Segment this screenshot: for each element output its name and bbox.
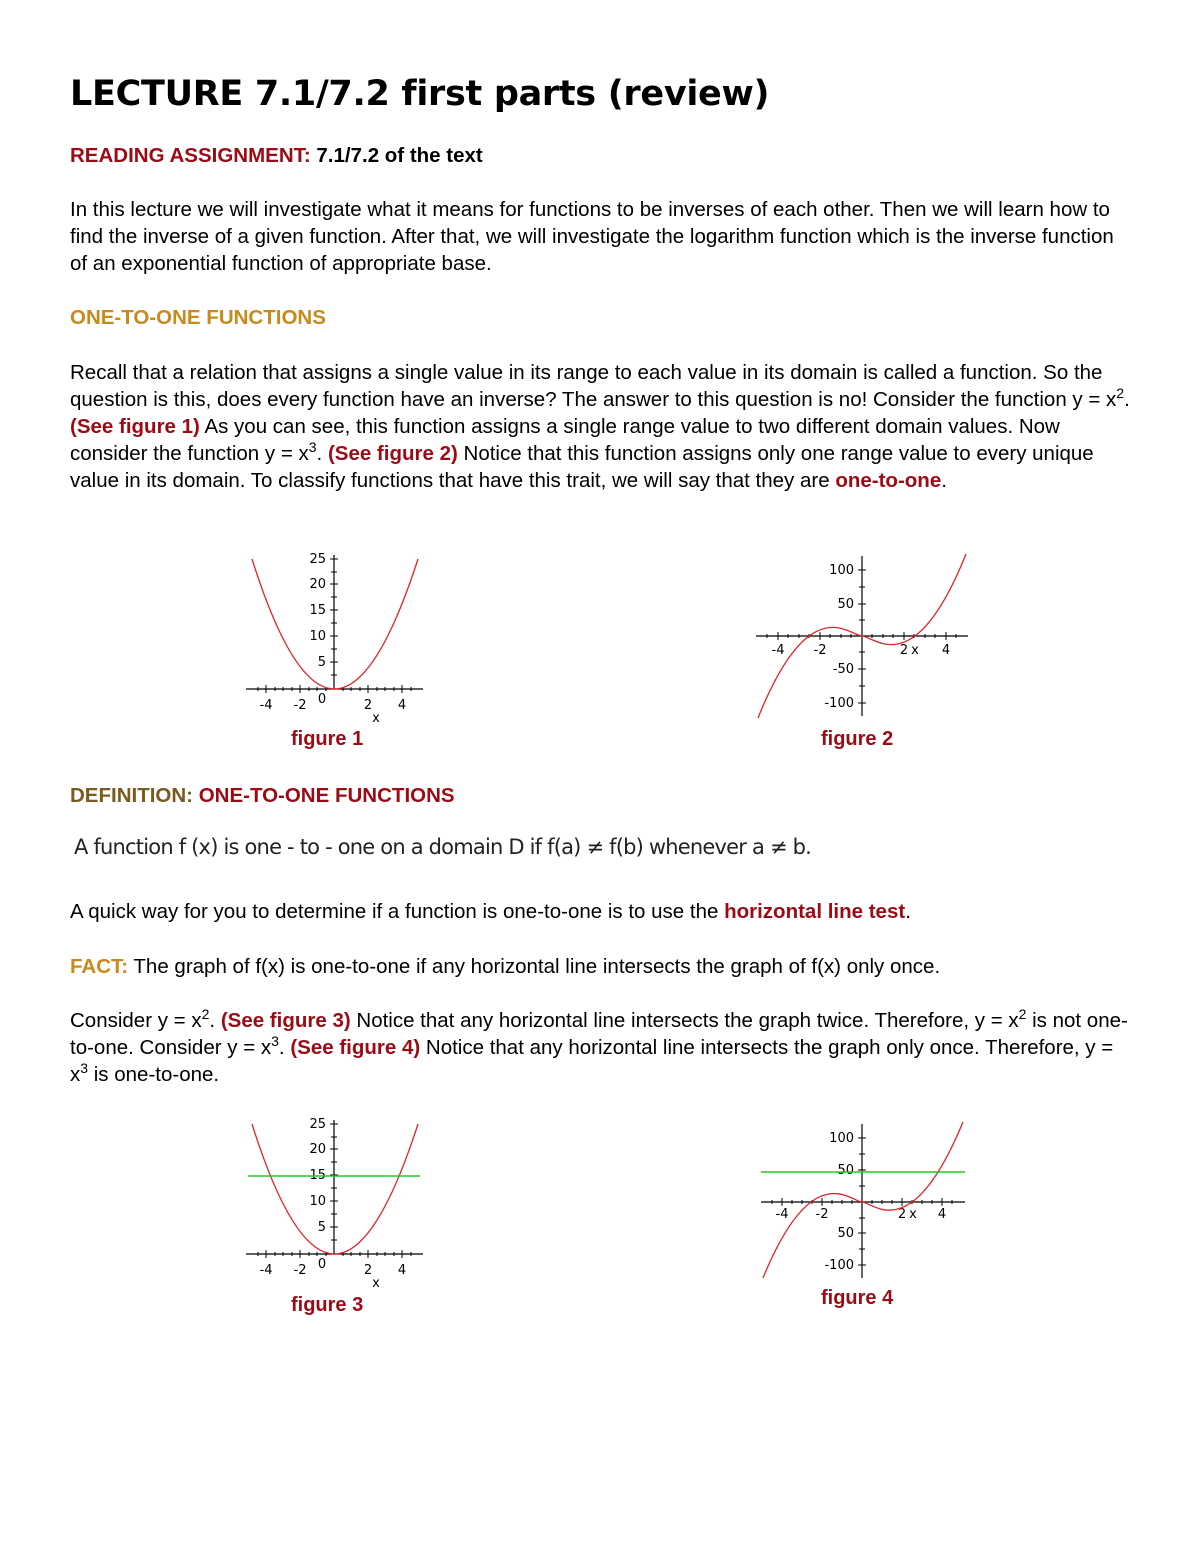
figure-4-caption: figure 4 bbox=[821, 1287, 894, 1309]
xtick-neg2: -2 bbox=[813, 643, 827, 658]
xtick-neg4: -4 bbox=[775, 1207, 789, 1222]
para3-text-d: is not one-to-one. Consider y = x bbox=[70, 1009, 1128, 1059]
reading-label: READING ASSIGNMENT: bbox=[70, 144, 311, 167]
ytick-20: 20 bbox=[309, 577, 326, 592]
ytick-20: 20 bbox=[309, 1142, 326, 1157]
x-axis-label: x bbox=[372, 711, 380, 726]
ytick-neg100: -100 bbox=[824, 1258, 854, 1273]
definition-label: DEFINITION: bbox=[70, 784, 199, 807]
cubic-curve bbox=[763, 1122, 963, 1278]
paragraph-one-to-one bbox=[70, 359, 1135, 494]
para1-text-b: . bbox=[1124, 388, 1130, 411]
xtick-4: 4 bbox=[937, 1207, 947, 1222]
xtick-2: 2 bbox=[897, 1207, 907, 1222]
xtick-neg2: -2 bbox=[293, 1263, 307, 1278]
para3-sup-1: 2 bbox=[201, 1006, 210, 1023]
para1-text-a: Recall that a relation that assigns a single value in its range to each value in its domain is called a function. So the question is this, does every function have an inverse? The answer to this question is no! Consider the function y = x bbox=[70, 361, 1117, 411]
figure-1-graph bbox=[238, 545, 438, 735]
xtick-2: 2 bbox=[363, 1263, 373, 1278]
fact-text: The graph of f(x) is one-to-one if any horizontal line intersects the graph of f(x) only once. bbox=[128, 955, 941, 978]
xtick-neg4: -4 bbox=[259, 1263, 273, 1278]
ytick-neg100: -100 bbox=[824, 696, 854, 711]
ytick-50: 50 bbox=[837, 1163, 854, 1178]
fact-paragraph bbox=[70, 953, 1135, 980]
xtick-4: 4 bbox=[397, 1263, 407, 1278]
xtick-2: 2 bbox=[899, 643, 909, 658]
xtick-4: 4 bbox=[941, 643, 951, 658]
para1-text-c: As you can see, this function assigns a single range value to two different domain values. Now consider the function y = x bbox=[70, 415, 1060, 465]
reading-text: 7.1/7.2 of the text bbox=[310, 144, 483, 167]
figure-2-caption: figure 2 bbox=[821, 728, 894, 750]
para3-sup-2: 2 bbox=[1018, 1006, 1027, 1023]
reading-assignment bbox=[70, 142, 1135, 169]
para3-text-g: is one-to-one. bbox=[88, 1063, 220, 1086]
para1-text-e: Notice that this function assigns only one range value to every unique value in its domain. To classify functions that have this trait, we will say that they are bbox=[70, 442, 1094, 492]
x-axis-label: x bbox=[911, 643, 919, 658]
xtick-0: 0 bbox=[317, 692, 327, 707]
ytick-neg50: 50 bbox=[837, 1226, 854, 1241]
x-axis-label: x bbox=[372, 1276, 380, 1291]
ytick-25: 25 bbox=[309, 1117, 326, 1132]
ytick-5: 5 bbox=[317, 1220, 326, 1235]
para2-text-a: A quick way for you to determine if a function is one-to-one is to use the bbox=[70, 900, 725, 923]
para3-sup-4: 3 bbox=[80, 1060, 89, 1077]
ytick-25: 25 bbox=[309, 552, 326, 567]
parabola-curve bbox=[252, 1124, 418, 1254]
ytick-100: 100 bbox=[829, 563, 854, 578]
para1-sup-1: 2 bbox=[1116, 385, 1125, 402]
figure-4-graph bbox=[755, 1118, 970, 1286]
para3-text-c: Notice that any horizontal line intersects the graph twice. Therefore, y = x bbox=[350, 1009, 1019, 1032]
fact-label: FACT: bbox=[70, 955, 129, 978]
intro-paragraph: In this lecture we will investigate what it means for functions to be inverses of each other. Then we will learn how to find the inverse of a given function. After that, we will investigate the logarithm function which is the inverse function of an exponential function of appropriate base. bbox=[70, 198, 1114, 275]
ytick-100: 100 bbox=[829, 1131, 854, 1146]
see-figure-2-link[interactable]: (See figure 2) bbox=[327, 442, 458, 465]
xtick-neg4: -4 bbox=[259, 698, 273, 713]
ytick-15: 15 bbox=[309, 603, 326, 618]
see-figure-3-link[interactable]: (See figure 3) bbox=[220, 1009, 351, 1032]
definition-term: ONE-TO-ONE FUNCTIONS bbox=[198, 784, 455, 807]
horizontal-line-test-paragraph bbox=[70, 898, 1135, 925]
xtick-2: 2 bbox=[363, 698, 373, 713]
para1-text-f: . bbox=[941, 469, 947, 492]
figure-3-caption: figure 3 bbox=[291, 1294, 364, 1316]
para3-text-f: Notice that any horizontal line intersects the graph only once. Therefore, y = x bbox=[70, 1036, 1114, 1086]
definition-heading bbox=[70, 782, 1135, 809]
page-title: LECTURE 7.1/7.2 first parts (review) bbox=[70, 74, 770, 114]
ytick-5: 5 bbox=[317, 655, 326, 670]
ytick-10: 10 bbox=[309, 1194, 326, 1209]
xtick-neg2: -2 bbox=[815, 1207, 829, 1222]
paragraph-figures-3-4 bbox=[70, 1007, 1135, 1088]
para3-text-b: . bbox=[209, 1009, 221, 1032]
para2-text-b: . bbox=[905, 900, 911, 923]
xtick-neg2: -2 bbox=[293, 698, 307, 713]
x-axis-label: x bbox=[909, 1207, 917, 1222]
ytick-neg50: -50 bbox=[832, 662, 854, 677]
para3-text-a: Consider y = x bbox=[70, 1009, 202, 1032]
ytick-10: 10 bbox=[309, 629, 326, 644]
figure-2-graph bbox=[750, 548, 975, 726]
para3-text-e: . bbox=[278, 1036, 291, 1059]
figure-3-graph bbox=[238, 1110, 438, 1300]
xtick-neg4: -4 bbox=[771, 643, 785, 658]
para1-sup-2: 3 bbox=[308, 439, 317, 456]
xtick-0: 0 bbox=[317, 1257, 327, 1272]
parabola-curve bbox=[252, 559, 418, 689]
ytick-50: 50 bbox=[837, 597, 854, 612]
xtick-4: 4 bbox=[397, 698, 407, 713]
para3-sup-3: 3 bbox=[271, 1033, 279, 1050]
section-heading-one-to-one: ONE-TO-ONE FUNCTIONS bbox=[70, 306, 326, 329]
term-horizontal-line-test: horizontal line test bbox=[724, 900, 906, 923]
para1-text-d: . bbox=[316, 442, 328, 465]
see-figure-4-link[interactable]: (See figure 4) bbox=[290, 1036, 421, 1059]
term-one-to-one: one-to-one bbox=[835, 469, 942, 492]
figure-1-caption: figure 1 bbox=[291, 728, 364, 750]
ytick-15: 15 bbox=[309, 1168, 326, 1183]
see-figure-1-link[interactable]: (See figure 1) bbox=[70, 415, 200, 438]
definition-statement: A function f (x) is one - to - one on a domain D if f(a) ≠ f(b) whenever a ≠ b. bbox=[74, 835, 812, 859]
